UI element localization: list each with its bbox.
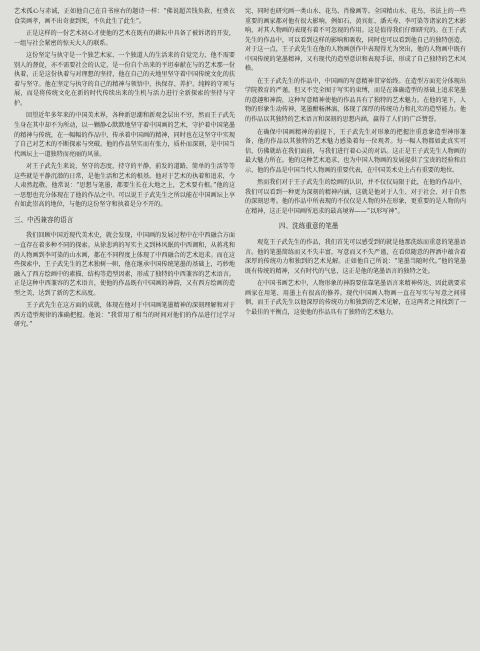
paragraph: 这份坚定与执守是一个独艺术家、一个独道人的生活来的自觉完力，他不需要别人的督促，亦不需要社会的认定，是一份自个出来的平坦奉献在与的艺术那一份执着，正是这份执着与对理想的坚持，他在自己的天地里坚守着中国传统文化的扶着与坚守。他在坚定与执守的自己的精神与领悟中，执保存、养护、纯粹的守项与展，而是将传统文化在新的时代传续出来的生机与活力进行全新探索的坚持与守护。 bbox=[14, 52, 235, 107]
paragraph: 正是这样的一份艺术初心才使他的艺术在既有的耕耘中具备了被诉诸的开发，一组与社会紧密的惊天大人的联系。 bbox=[14, 30, 235, 47]
paragraph: 王子武先生在这方面的成就，体现在他对于中国画笔墨精神的深刻理解和对于西方造型规律的准确把握。他说：“我常用了相当的时间对他们的作品进行过学习研究。” bbox=[14, 302, 235, 329]
section-heading: 四、洗练重意的笔墨 bbox=[279, 222, 339, 231]
paragraph: 宪、同时也研究画一类山水、花鸟、肖像画等。全国精山水、花鸟、书法上的一些重要的画家都对他有很大影响，例如石、黄宾虹、潘天寿、李可染等诸家的艺术影响，对其人物画的表现有着不可忽视的作用。这是值得我们仔细研究的。在王子武先生的作品中，可以看到这样的影响和吸收，同时也可以看到他自己的独特创造。对于这一点，王子武先生在他的人物画创作中表现得尤为突出，他的人物画中既有中国传统的笔墨精神，又有现代的造型意识和表现手法，形成了自己独特的艺术风格。 bbox=[245, 8, 466, 73]
paragraph: 艺术孤心与赤诚，正如他自己在自书座右的题诗一样：“佛说超苦钱奂救，枉费衣食笑画孝，画不出奇妻到死，不负此生了此生”。 bbox=[14, 8, 235, 25]
right-column bbox=[245, 7, 466, 647]
paragraph: 在王子武先生的作品中，中国画的写意精神贯穿始终。在造型方面充分体现出学院教育的严谨，但又不完全囿于写实的束缚，而是在准确造型的基础上追求笔墨的意趣和神韵，这种写意精神使他的作品具有了独特的艺术魅力。在他的笔下，人物的形象生动传神，笔墨酣畅淋漓，体现了深厚的传统功力和扎实的造型能力。他的作品以其独特的艺术语言和深刻的思想内涵，赢得了人们的广泛赞誉。 bbox=[245, 77, 466, 124]
paragraph: 然而我们对于王子武先生的绘画的认识，并不仅仅局限于此，在他的作品中，我们可以看到一种更为深刻的精神内涵，这就是他对于人生、对于社会、对于自然的深刻思考。他的作品中所表现的不仅仅是人物的外在形象，更重要的是人物的内在精神，这正是中国画所追求的最高境界——“以形写神”。 bbox=[245, 179, 466, 215]
paragraph: 观览王子武先生的作品，我们首先可以感受到的就是他那洗练而重意的笔墨语言。他的笔墨简练而又不失丰富，写意而又不失严谨，在看似随意的挥洒中蕴含着深厚的传统功力和独到的艺术见解。正如他自己所说：“笔墨当随时代。”他的笔墨既有传统的精神，又有时代的气息，这正是他的笔墨语言的独特之处。 bbox=[245, 238, 466, 275]
paragraph: 回望近年多年来的中国美术界，各种新思潮和新观念层出不穷，然而王子武先生身在其中却不为所动，以一颗静心默默地坚守着中国画的艺术，守护着中国笔墨的精神与传统，在一幅幅的作品中，传承着中国画的精神，同时也在这坚守中实现了自己对艺术的不断探索与突破。他的作品坚实而有张力，质朴而深刻，是中国当代画坛上一道独特而亮丽的风景。 bbox=[14, 112, 235, 158]
section-heading: 三、中西兼容的语言 bbox=[14, 215, 74, 224]
paragraph: 在确保中国画精神的前提下，王子武先生对形象的把握注重意象造型神形兼备，他的作品以其独特的艺术魅力感染着每一位观者。每一幅人物都如此真实可信，仿佛就站在我们面前，与我们进行着心灵的对话。这正是王子武先生人物画的最大魅力所在。他的这种艺术追求，也为中国人物画的发展提供了宝贵的经验和启示，他的作品是中国当代人物画的重要代表，在中国美术史上占有重要的地位。 bbox=[245, 128, 466, 174]
left-column bbox=[14, 7, 235, 647]
paragraph: 我们回顾中国近现代美术史，就会发现，中国画的发展过程中在中西融合方面一直存在着多种不同的探索。从徐悲鸿的写实主义到林风眠的中西调和，从蒋兆和的人物画到李可染的山水画，都在不同程度上体现了中西融合的艺术追求。而在这些探索中，王子武先生的艺术独树一帜，他在继承中国传统笔墨的基础上，巧妙地融入了西方绘画中的素描、结构等造型因素，形成了独特的中西兼容的艺术语言。正是这种中西兼容的艺术语言，使他的作品既有中国画的神韵，又有西方绘画的造型之美，达到了新的艺术高度。 bbox=[14, 232, 235, 297]
paragraph: 在中国书画艺术中，人物形象的神韵要依靠笔墨语言来精神传达，因此就要求画家在用笔、用墨上有很高的修养。现代中国画人物画一直在写实与写意之间徘徊，而王子武先生以他深厚的传统功力和独到的艺术见解，在这两者之间找到了一个最佳的平衡点，这使他的作品具有了独特的艺术魅力。 bbox=[245, 280, 466, 316]
paragraph: 对王子武先生来说，坚守的态度，持守的平静，前发的道路，简单的生活等等这些就是平静沉潜的日常，是他生活和艺术的根基。他对于艺术的执着和追求，令人肃然起敬。他常说：“思想与笔墨，都要生长在大地之上，艺术要有根。”他的这一思想也充分体现在了他的作品之中。可以说王子武先生之所以能在中国画坛上享有如此崇高的地位，与他的这份坚守和执着是分不开的。 bbox=[14, 163, 235, 209]
